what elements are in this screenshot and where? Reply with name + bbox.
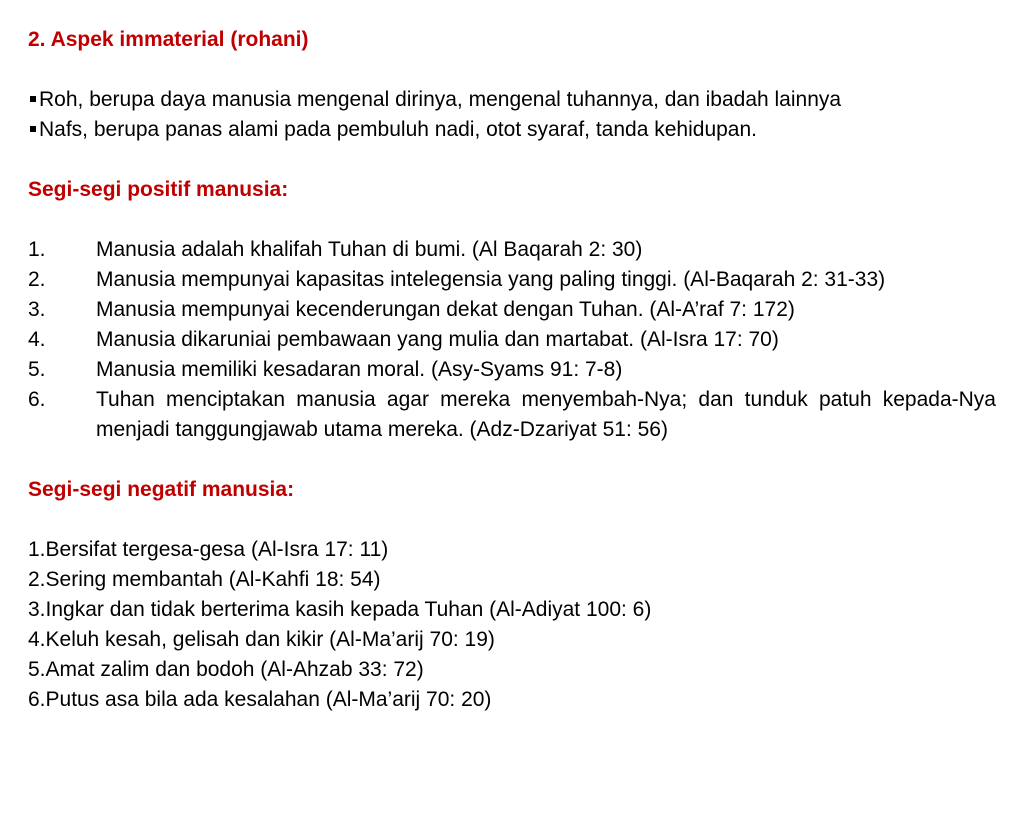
list-item: 2.Sering membantah (Al-Kahfi 18: 54) <box>28 568 381 591</box>
list-item <box>28 325 996 355</box>
list-item: 3.Ingkar dan tidak berterima kasih kepada Tuhan (Al-Adiyat 100: 6) <box>28 598 652 621</box>
square-bullet-icon <box>30 96 36 102</box>
list-item <box>28 295 996 325</box>
list-item-number: 2. <box>28 268 46 291</box>
bullet-text: Nafs, berupa panas alami pada pembuluh nadi, otot syaraf, tanda kehidupan. <box>39 118 757 141</box>
bullet-item-roh <box>28 85 996 115</box>
spacer <box>28 505 996 535</box>
list-item-number: 3. <box>28 298 46 321</box>
list-item <box>28 385 996 445</box>
list-item-text: Tuhan menciptakan manusia agar mereka menyembah-Nya; dan tunduk patuh kepada-Nya menjadi tanggungjawab utama mereka. (Adz-Dzariyat 51: 56) <box>96 388 996 441</box>
list-item: 6.Putus asa bila ada kesalahan (Al-Ma’arij 70: 20) <box>28 688 492 711</box>
list-item: 5.Amat zalim dan bodoh (Al-Ahzab 33: 72) <box>28 658 424 681</box>
negative-list <box>28 535 996 715</box>
list-item <box>28 265 996 295</box>
spacer <box>28 445 996 475</box>
list-item-number: 6. <box>28 388 46 411</box>
bullet-item-nafs <box>28 115 996 145</box>
list-item-text: Manusia adalah khalifah Tuhan di bumi. (Al Baqarah 2: 30) <box>96 238 643 261</box>
list-item-number: 1. <box>28 238 46 261</box>
list-item-text: Manusia mempunyai kecenderungan dekat dengan Tuhan. (Al-A’raf 7: 172) <box>96 298 795 321</box>
section-heading-positive: Segi-segi positif manusia: <box>28 178 289 201</box>
section-heading-immaterial: 2. Aspek immaterial (rohani) <box>28 28 309 51</box>
spacer <box>28 205 996 235</box>
square-bullet-icon <box>30 126 36 132</box>
section-heading-negative: Segi-segi negatif manusia: <box>28 478 295 501</box>
spacer <box>28 145 996 175</box>
list-item <box>28 355 996 385</box>
list-item-number: 4. <box>28 328 46 351</box>
list-item: 1.Bersifat tergesa-gesa (Al-Isra 17: 11) <box>28 538 389 561</box>
list-item-text: Manusia memiliki kesadaran moral. (Asy-Syams 91: 7-8) <box>96 358 623 381</box>
list-item-number: 5. <box>28 358 46 381</box>
list-item-text: Manusia dikaruniai pembawaan yang mulia dan martabat. (Al-Isra 17: 70) <box>96 328 779 351</box>
bullet-text: Roh, berupa daya manusia mengenal dirinya, mengenal tuhannya, dan ibadah lainnya <box>39 88 842 111</box>
list-item <box>28 235 996 265</box>
spacer <box>28 55 996 85</box>
list-item: 4.Keluh kesah, gelisah dan kikir (Al-Ma’arij 70: 19) <box>28 628 495 651</box>
positive-list <box>28 235 996 445</box>
list-item-text: Manusia mempunyai kapasitas intelegensia yang paling tinggi. (Al-Baqarah 2: 31-33) <box>96 268 886 291</box>
